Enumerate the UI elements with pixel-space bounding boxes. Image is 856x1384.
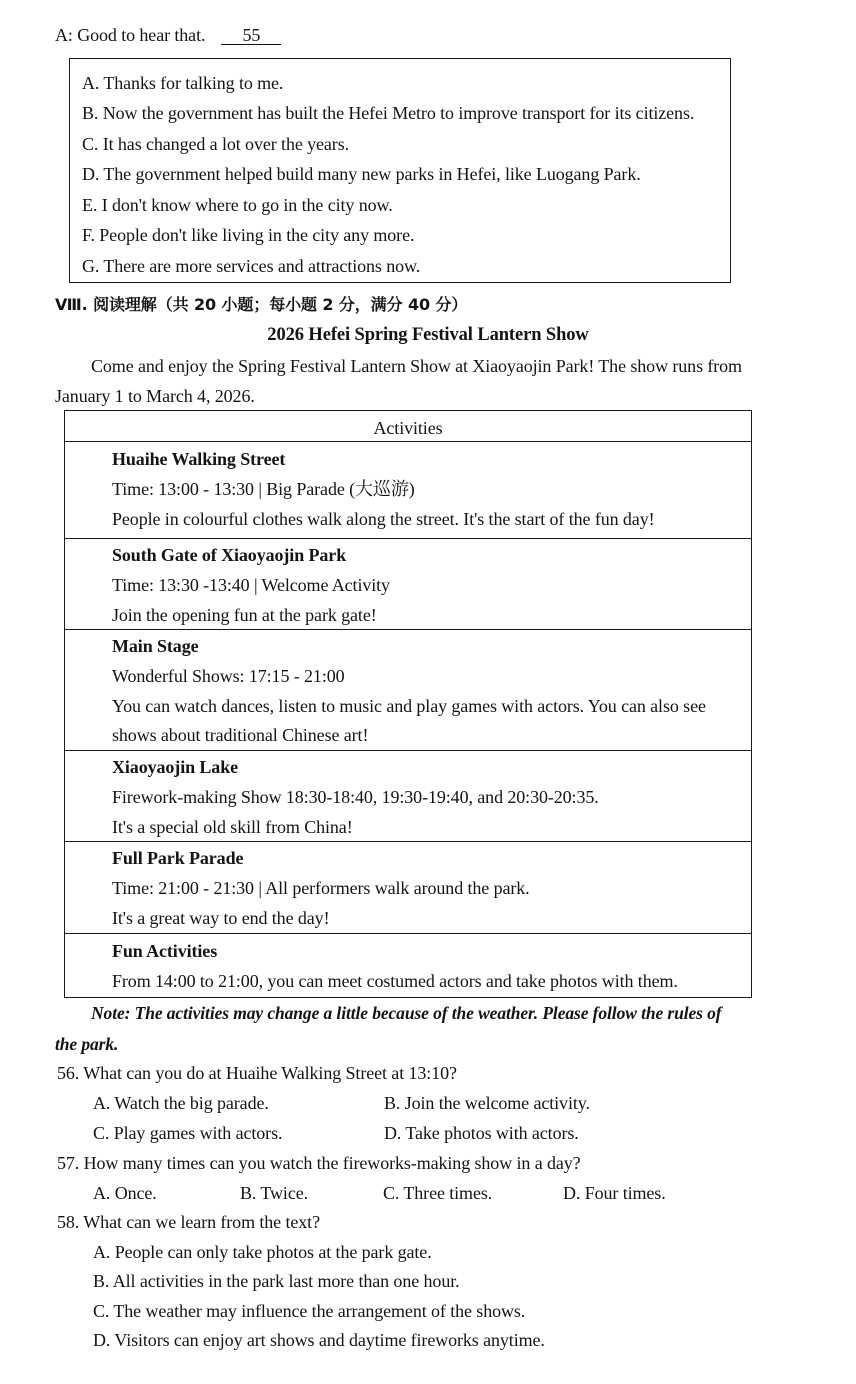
dialogue-text: A: Good to hear that.	[55, 25, 206, 45]
answer-option: B. Twice.	[240, 1183, 308, 1203]
option-a: A. Thanks for talking to me.	[82, 73, 284, 93]
activity-name: Main Stage	[112, 636, 199, 656]
answer-option: D. Visitors can enjoy art shows and daytime fireworks anytime.	[93, 1330, 545, 1350]
activity-name: Xiaoyaojin Lake	[112, 757, 239, 777]
option-b: B. Now the government has built the Hefei Metro to improve transport for its citizens.	[82, 103, 695, 123]
table-divider	[64, 441, 752, 442]
option-e: E. I don't know where to go in the city now.	[82, 195, 393, 215]
option-f: F. People don't like living in the city any more.	[82, 225, 415, 245]
table-divider	[64, 750, 752, 751]
activity-detail: Wonderful Shows: 17:15 - 21:00	[112, 666, 345, 686]
question-stem: 56. What can you do at Huaihe Walking Street at 13:10?	[57, 1063, 457, 1083]
table-divider	[64, 538, 752, 539]
activity-detail: It's a special old skill from China!	[112, 817, 353, 837]
answer-option: B. All activities in the park last more than one hour.	[93, 1271, 460, 1291]
article-intro-line2: January 1 to March 4, 2026.	[55, 386, 255, 406]
answer-option: C. Play games with actors.	[93, 1123, 283, 1143]
activity-detail: Time: 13:00 - 13:30 | Big Parade (大巡游)	[112, 479, 415, 499]
answer-option: B. Join the welcome activity.	[384, 1093, 590, 1113]
option-c: C. It has changed a lot over the years.	[82, 134, 350, 154]
answer-option: C. The weather may influence the arrangement of the shows.	[93, 1301, 526, 1321]
table-header: Activities	[373, 418, 443, 438]
dialogue-line	[55, 24, 281, 46]
article-intro-line1: Come and enjoy the Spring Festival Lantern Show at Xiaoyaojin Park! The show runs from	[91, 356, 742, 376]
note-line2: the park.	[55, 1034, 119, 1054]
answer-option: A. People can only take photos at the park gate.	[93, 1242, 432, 1262]
answer-option: A. Watch the big parade.	[93, 1093, 269, 1113]
activity-detail: It's a great way to end the day!	[112, 908, 330, 928]
activity-name: Fun Activities	[112, 941, 218, 961]
activity-detail: Firework-making Show 18:30-18:40, 19:30-19:40, and 20:30-20:35.	[112, 787, 599, 807]
table-divider	[64, 629, 752, 630]
activity-name: Huaihe Walking Street	[112, 449, 286, 469]
article-title: 2026 Hefei Spring Festival Lantern Show	[267, 325, 589, 345]
answer-option: D. Four times.	[563, 1183, 666, 1203]
table-divider	[64, 841, 752, 842]
answer-option: A. Once.	[93, 1183, 157, 1203]
activity-detail: From 14:00 to 21:00, you can meet costumed actors and take photos with them.	[112, 971, 678, 991]
answer-blank-55: 55	[221, 26, 281, 45]
question-stem: 57. How many times can you watch the fireworks-making show in a day?	[57, 1153, 581, 1173]
question-stem: 58. What can we learn from the text?	[57, 1212, 320, 1232]
note-line1: Note: The activities may change a little because of the weather. Please follow the rules of	[91, 1003, 722, 1023]
answer-option: D. Take photos with actors.	[384, 1123, 579, 1143]
option-g: G. There are more services and attractions now.	[82, 256, 421, 276]
activity-name: South Gate of Xiaoyaojin Park	[112, 545, 347, 565]
option-d: D. The government helped build many new parks in Hefei, like Luogang Park.	[82, 164, 641, 184]
activity-detail: People in colourful clothes walk along the street. It's the start of the fun day!	[112, 509, 655, 529]
activity-detail: Time: 13:30 -13:40 | Welcome Activity	[112, 575, 390, 595]
section-heading: Ⅷ. 阅读理解（共 20 小题；每小题 2 分，满分 40 分）	[55, 295, 468, 314]
activity-detail: Join the opening fun at the park gate!	[112, 605, 377, 625]
activity-detail: Time: 21:00 - 21:30 | All performers walk around the park.	[112, 878, 530, 898]
activity-name: Full Park Parade	[112, 848, 244, 868]
activity-detail: You can watch dances, listen to music and play games with actors. You can also see	[112, 696, 706, 716]
answer-option: C. Three times.	[383, 1183, 493, 1203]
table-divider	[64, 933, 752, 934]
activity-detail: shows about traditional Chinese art!	[112, 725, 369, 745]
